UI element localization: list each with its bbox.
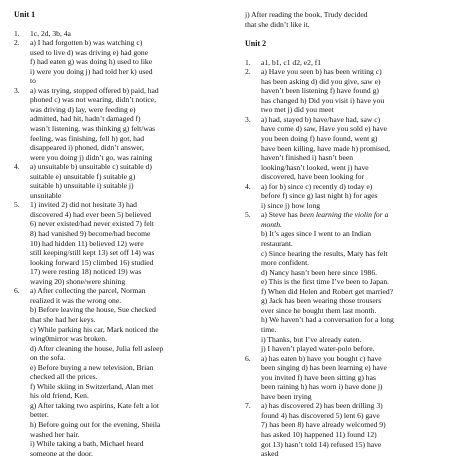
answer-line: unsuitable — [30, 190, 62, 200]
answer-line: g) After taking two aspirins, Kate felt a lot — [30, 400, 159, 410]
exercise-item — [14, 200, 226, 286]
exercise-item — [245, 182, 445, 211]
exercise-number: 7. — [245, 401, 251, 411]
answer-line: 1) invited 2) did not hesitate 3) had — [30, 200, 137, 210]
answer-line: i) since j) how long — [261, 200, 321, 210]
answer-line: restaurant. — [261, 239, 293, 249]
unit-1-continued — [245, 10, 445, 29]
unit-2-title: Unit 2 — [245, 39, 267, 49]
answer-line: has been asking d) did you give, saw e) — [261, 76, 381, 86]
answer-line: 10) had hidden 11) believed 12) were — [30, 238, 144, 248]
answer-line: d) After cleaning the house, Julia fell asleep — [30, 343, 164, 353]
answer-line: more confident. — [261, 258, 310, 268]
exercise-item — [245, 210, 445, 353]
exercise-number: 2. — [245, 67, 251, 77]
answer-line: a) Steve has been learning the violin for a — [261, 210, 389, 220]
unit-1-title: Unit 1 — [14, 10, 36, 19]
answer-line: 7) has been 8) have already welcomed 9) — [261, 420, 386, 430]
answer-line: h) Before going out for the evening, Sheila — [30, 419, 161, 429]
exercise-item — [14, 162, 226, 200]
answer-line: e) Before buying a new television, Brian — [30, 362, 154, 372]
answer-line: that she had her keys. — [30, 314, 96, 324]
answer-line: a) was trying, stopped offered b) paid, had — [30, 85, 159, 95]
exercise-item — [14, 29, 226, 39]
answer-line: you been doing f) have found, went g) — [261, 134, 378, 144]
answer-line: his old friend, Ken. — [30, 391, 89, 401]
answer-line: suitable e) unsuitable f) suitable g) — [30, 171, 136, 181]
answer-line: admitted, had hit, hadn’t damaged f) — [30, 114, 141, 124]
answer-line: a1, b1, c1 d2, e2, f1 — [261, 57, 322, 67]
answer-line: b) It’s ages since I went to an Indian — [261, 229, 372, 239]
answer-line: j) After reading the book, Trudy decided — [245, 10, 368, 19]
unit-2-answers — [245, 58, 445, 459]
answer-line: before f) since g) last night h) for ages — [261, 191, 378, 201]
answer-line: on the sofa. — [30, 353, 66, 363]
answer-line: 6) never existed/had never existed 7) felt — [30, 219, 154, 229]
answer-line: 8) had vanished 9) become/had become — [30, 229, 151, 239]
answer-line: realized it was the wrong one. — [30, 295, 122, 305]
answer-line: looking/hasn’t looked, went j) have — [261, 162, 369, 172]
answer-line: c) While parking his car, Mark noticed the — [30, 324, 159, 334]
answer-line: discovered, have been looking for — [261, 172, 365, 182]
answer-line: still keeping/still kept 13) set off 14) was — [30, 248, 155, 258]
answer-line: h) We haven’t had a conversation for a long — [261, 315, 394, 325]
exercise-item — [245, 401, 445, 458]
exercise-number: 6. — [14, 286, 20, 296]
exercise-item — [245, 67, 445, 115]
exercise-number: 4. — [245, 181, 251, 191]
exercise-item — [14, 86, 226, 162]
exercise-item — [245, 58, 445, 68]
exercise-number: 3. — [245, 114, 251, 124]
exercise-item — [245, 115, 445, 182]
exercise-number: 5. — [14, 200, 20, 210]
answer-line: a) I had forgotten b) was watching c) — [30, 38, 143, 48]
answer-line: that she didn’t like it. — [245, 19, 310, 29]
answer-line: f) When did Helen and Robert get married? — [261, 286, 394, 296]
answer-line: you invited f) have been sitting g) has — [261, 372, 376, 382]
answer-line: a) had, stayed b) have/have had, saw c) — [261, 114, 381, 124]
answer-line: a) for b) since c) recently d) today e) — [261, 181, 373, 191]
answer-line: has asked 10) happened 11) found 12) — [261, 429, 377, 439]
exercise-item — [14, 38, 226, 86]
answer-line: have been trying — [261, 391, 312, 401]
answer-line: haven’t finished i) hasn’t been — [261, 153, 354, 163]
answer-line: a) After collecting the parcel, Norman — [30, 286, 146, 296]
answer-line: i) Thanks, but I’ve already eaten. — [261, 334, 362, 344]
answer-line: got 13) hasn’t told 14) refused 15) have — [261, 439, 382, 449]
answer-line: checked all the prices. — [30, 372, 98, 382]
answer-line: asked — [261, 449, 279, 459]
answer-line: b) Before leaving the house, Sue checked — [30, 305, 156, 315]
answer-line: haven’t been listening f) have found g) — [261, 86, 379, 96]
answer-line: suitable h) unsuitable i) suitable j) — [30, 181, 134, 191]
exercise-number: 4. — [14, 162, 20, 172]
answer-line: looking forward 15) climbed 16) studied — [30, 257, 154, 267]
answer-line: discovered 4) had ever been 5) believed — [30, 209, 152, 219]
answer-line: used to live d) was driving e) had gone — [30, 47, 149, 57]
answer-line: been raining h) has worn i) have done j) — [261, 382, 383, 392]
answer-line: ever since he bought them last month. — [261, 305, 377, 315]
answer-line: waving 20) shone/were shining — [30, 276, 126, 286]
answer-line: a) unsuitable b) unsuitable c) suitable d) — [30, 162, 152, 172]
answer-line: found 4) has discovered 5) lent 6) gave — [261, 410, 380, 420]
answer-line: j) I haven’t played water-polo before. — [261, 344, 375, 354]
answer-line: i) While taking a bath, Michael heard — [30, 439, 144, 449]
answer-line: c) Since hearing the results, Mary has felt — [261, 248, 388, 258]
answer-line: e) This is the first time I’ve been to Japan. — [261, 277, 390, 287]
answer-line: better. — [30, 410, 49, 420]
right-column — [245, 10, 445, 459]
exercise-number: 1. — [245, 57, 251, 67]
answer-line: wasn’t listening, was thinking g) felt/was — [30, 124, 156, 134]
exercise-number: 5. — [245, 210, 251, 220]
answer-line: have come d) saw, Have you sold e) have — [261, 124, 387, 134]
answer-line: has changed h) Did you visit i) have you — [261, 95, 385, 105]
answer-line: was driving d) lay, were feeding e) — [30, 104, 136, 114]
answer-line: 1c, 2d, 3b, 4a — [30, 28, 71, 38]
exercise-number: 3. — [14, 85, 20, 95]
answer-line: f) While skiing in Switzerland, Alan met — [30, 381, 154, 391]
answer-line: phoned c) was not wearing, didn’t notice, — [30, 95, 156, 105]
answer-line: f) had eaten g) was doing h) used to like — [30, 57, 153, 67]
answer-line: a) Have you seen b) has been writing c) — [261, 67, 382, 77]
answer-line: have been killing, have made h) promised, — [261, 143, 391, 153]
answer-line: g) Jack has been wearing those trousers — [261, 296, 382, 306]
exercise-number: 2. — [14, 38, 20, 48]
exercise-number: 1. — [14, 28, 20, 38]
answer-line: two met j) did you meet — [261, 105, 334, 115]
answer-line: a) has eaten b) have you bought c) have — [261, 353, 382, 363]
answer-line: disappeared i) phoned, didn’t answer, — [30, 143, 144, 153]
answer-line: wing0mirror was broken. — [30, 334, 107, 344]
answer-line: a) has discovered 2) has been drilling 3) — [261, 401, 383, 411]
answer-line: to — [30, 76, 36, 86]
answer-line: feeling, was finishing, fell h) got, had — [30, 133, 145, 143]
answer-line: 17) were resting 18) noticed 19) was — [30, 267, 142, 277]
answer-line: been singing d) has been learning e) have — [261, 363, 387, 373]
exercise-number: 6. — [245, 353, 251, 363]
answer-line: washed her hair. — [30, 429, 80, 439]
left-column — [14, 10, 226, 458]
answer-line: time. — [261, 324, 277, 334]
answer-line: someone at the door. — [30, 448, 93, 458]
answer-line: d) Nancy hasn’t been here since 1986. — [261, 267, 378, 277]
unit-1-answers — [14, 29, 226, 459]
exercise-item — [14, 286, 226, 458]
exercise-item — [245, 354, 445, 402]
answer-line: month. — [261, 219, 282, 229]
answer-line: i) were you doing j) had told her k) used — [30, 66, 153, 76]
answer-line: were you doing j) didn’t go, was raining — [30, 152, 153, 162]
